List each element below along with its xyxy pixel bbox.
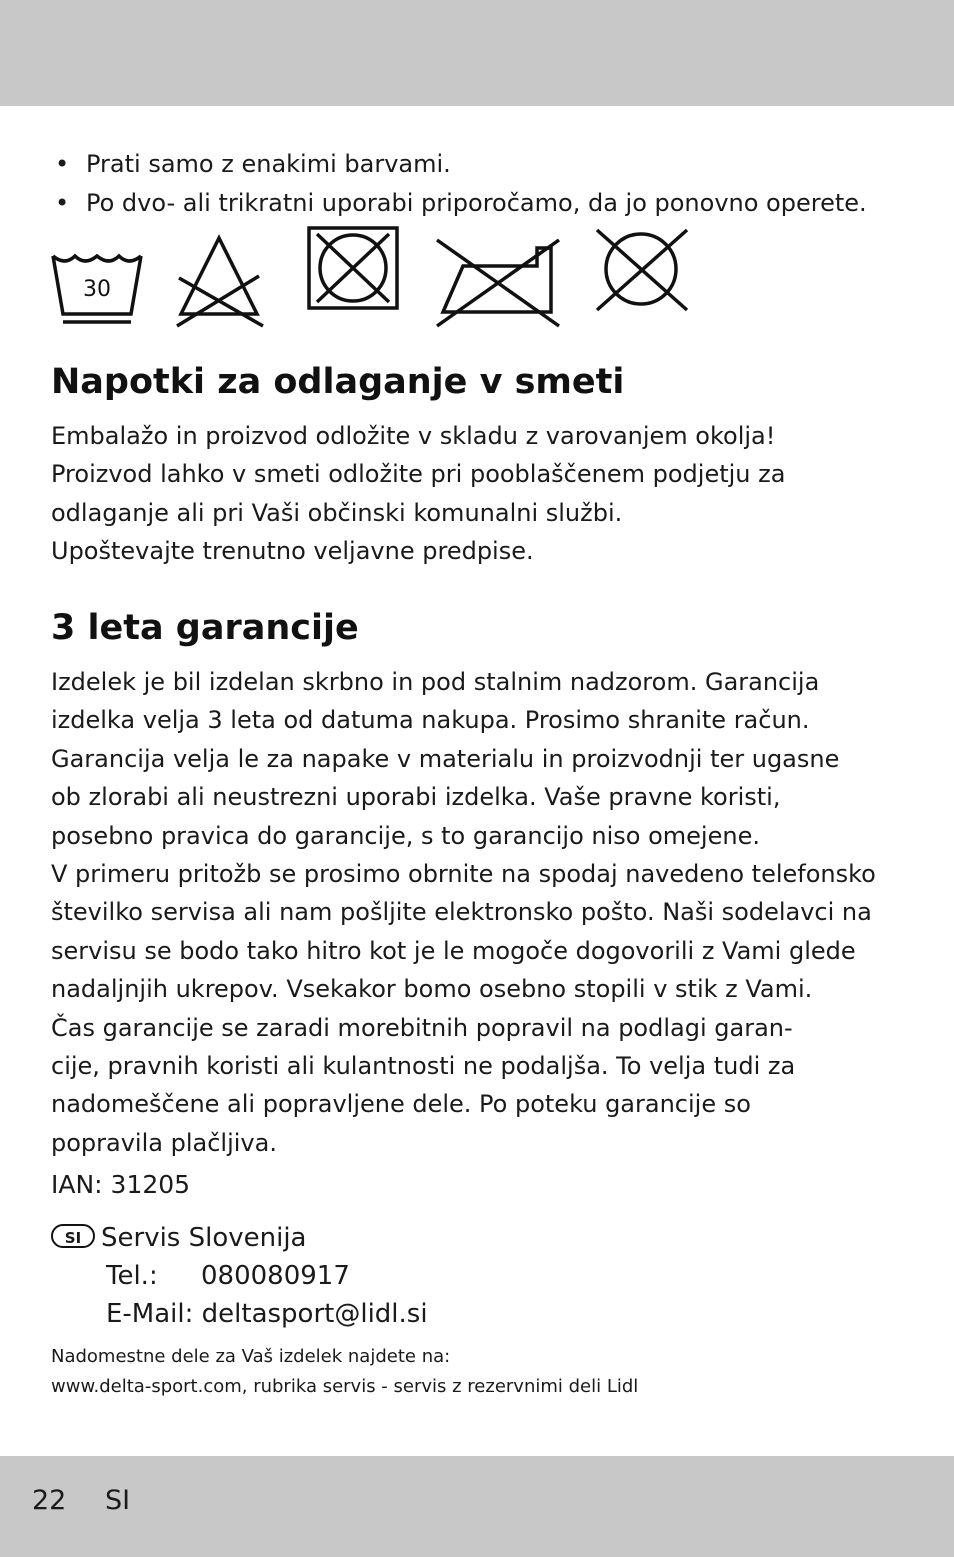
warranty-heading: 3 leta garancije bbox=[51, 608, 359, 648]
disposal-line: Upoštevajte trenutno veljavne predpise. bbox=[51, 537, 534, 566]
email-label: E-Mail: bbox=[106, 1299, 194, 1329]
tel-value: 080080917 bbox=[201, 1261, 350, 1291]
bullet-item: • Prati samo z enakimi barvami. bbox=[51, 145, 867, 184]
top-band bbox=[0, 0, 954, 106]
country-badge: SI bbox=[51, 1224, 95, 1248]
no-iron-icon bbox=[433, 226, 563, 326]
page-number: 22 bbox=[32, 1485, 67, 1516]
disposal-line: Embalažo in proizvod odložite v skladu z varovanjem okolja! bbox=[51, 422, 776, 450]
warranty-line: ob zlorabi ali neustrezni uporabi izdelka. Vaše pravne koristi, bbox=[51, 783, 781, 812]
warranty-line: nadaljnjih ukrepov. Vsekakor bomo osebno stopili v stik z Vami. bbox=[51, 975, 813, 1004]
warranty-line: izdelka velja 3 leta od datuma nakupa. Prosimo shranite račun. bbox=[51, 706, 810, 735]
service-block bbox=[51, 1219, 428, 1333]
disposal-line: Proizvod lahko v smeti odložite pri pooblaščenem podjetju za bbox=[51, 460, 786, 489]
spare-parts-line: Nadomestne dele za Vaš izdelek najdete na: bbox=[51, 1346, 451, 1367]
wash-temp-label: 30 bbox=[83, 277, 111, 302]
warranty-line: Čas garancije se zaradi morebitnih popravil na podlagi garan- bbox=[51, 1013, 793, 1042]
tel-label: Tel.: bbox=[106, 1261, 158, 1291]
warranty-line: številko servisa ali nam pošljite elektronsko pošto. Naši sodelavci na bbox=[51, 898, 872, 927]
warranty-line: V primeru pritožb se prosimo obrnite na spodaj navedeno telefonsko bbox=[51, 860, 876, 889]
warranty-line: popravila plačljiva. bbox=[51, 1128, 277, 1157]
warranty-line: Izdelek je bil izdelan skrbno in pod stalnim nadzorom. Garancija bbox=[51, 668, 820, 696]
bottom-band bbox=[0, 1456, 954, 1557]
service-title: Servis Slovenija bbox=[101, 1223, 307, 1253]
warranty-line: Garancija velja le za napake v materialu in proizvodnji ter ugasne bbox=[51, 744, 840, 773]
spare-parts-link[interactable]: www.delta-sport.com, rubrika servis - servis z rezervnimi deli Lidl bbox=[51, 1376, 639, 1397]
ian-number: IAN: 31205 bbox=[51, 1170, 191, 1199]
no-dry-clean-icon bbox=[591, 226, 691, 312]
wash-30-icon bbox=[51, 226, 143, 326]
disposal-heading: Napotki za odlaganje v smeti bbox=[51, 362, 625, 402]
no-tumble-dry-icon bbox=[307, 226, 399, 310]
warranty-text bbox=[51, 663, 876, 1162]
disposal-text bbox=[51, 417, 785, 571]
email-value[interactable]: deltasport@lidl.si bbox=[201, 1299, 428, 1329]
disposal-line: odlaganje ali pri Vaši občinski komunalni službi. bbox=[51, 498, 623, 527]
language-code: SI bbox=[104, 1485, 131, 1516]
care-bullets bbox=[51, 145, 867, 223]
warranty-line: cije, pravnih koristi ali kulantnosti ne podaljša. To velja tudi za bbox=[51, 1052, 796, 1081]
care-symbols bbox=[51, 226, 751, 332]
spare-parts-note bbox=[51, 1342, 638, 1402]
no-bleach-icon bbox=[173, 226, 265, 326]
warranty-line: servisu se bodo tako hitro kot je le mogoče dogovorili z Vami glede bbox=[51, 936, 856, 965]
page-footer bbox=[32, 1485, 130, 1516]
warranty-line: nadomeščene ali popravljene dele. Po poteku garancije so bbox=[51, 1090, 751, 1119]
bullet-item: • Po dvo- ali trikratni uporabi priporočamo, da jo ponovno operete. bbox=[51, 184, 867, 223]
warranty-line: posebno pravica do garancije, s to garancijo niso omejene. bbox=[51, 821, 760, 850]
